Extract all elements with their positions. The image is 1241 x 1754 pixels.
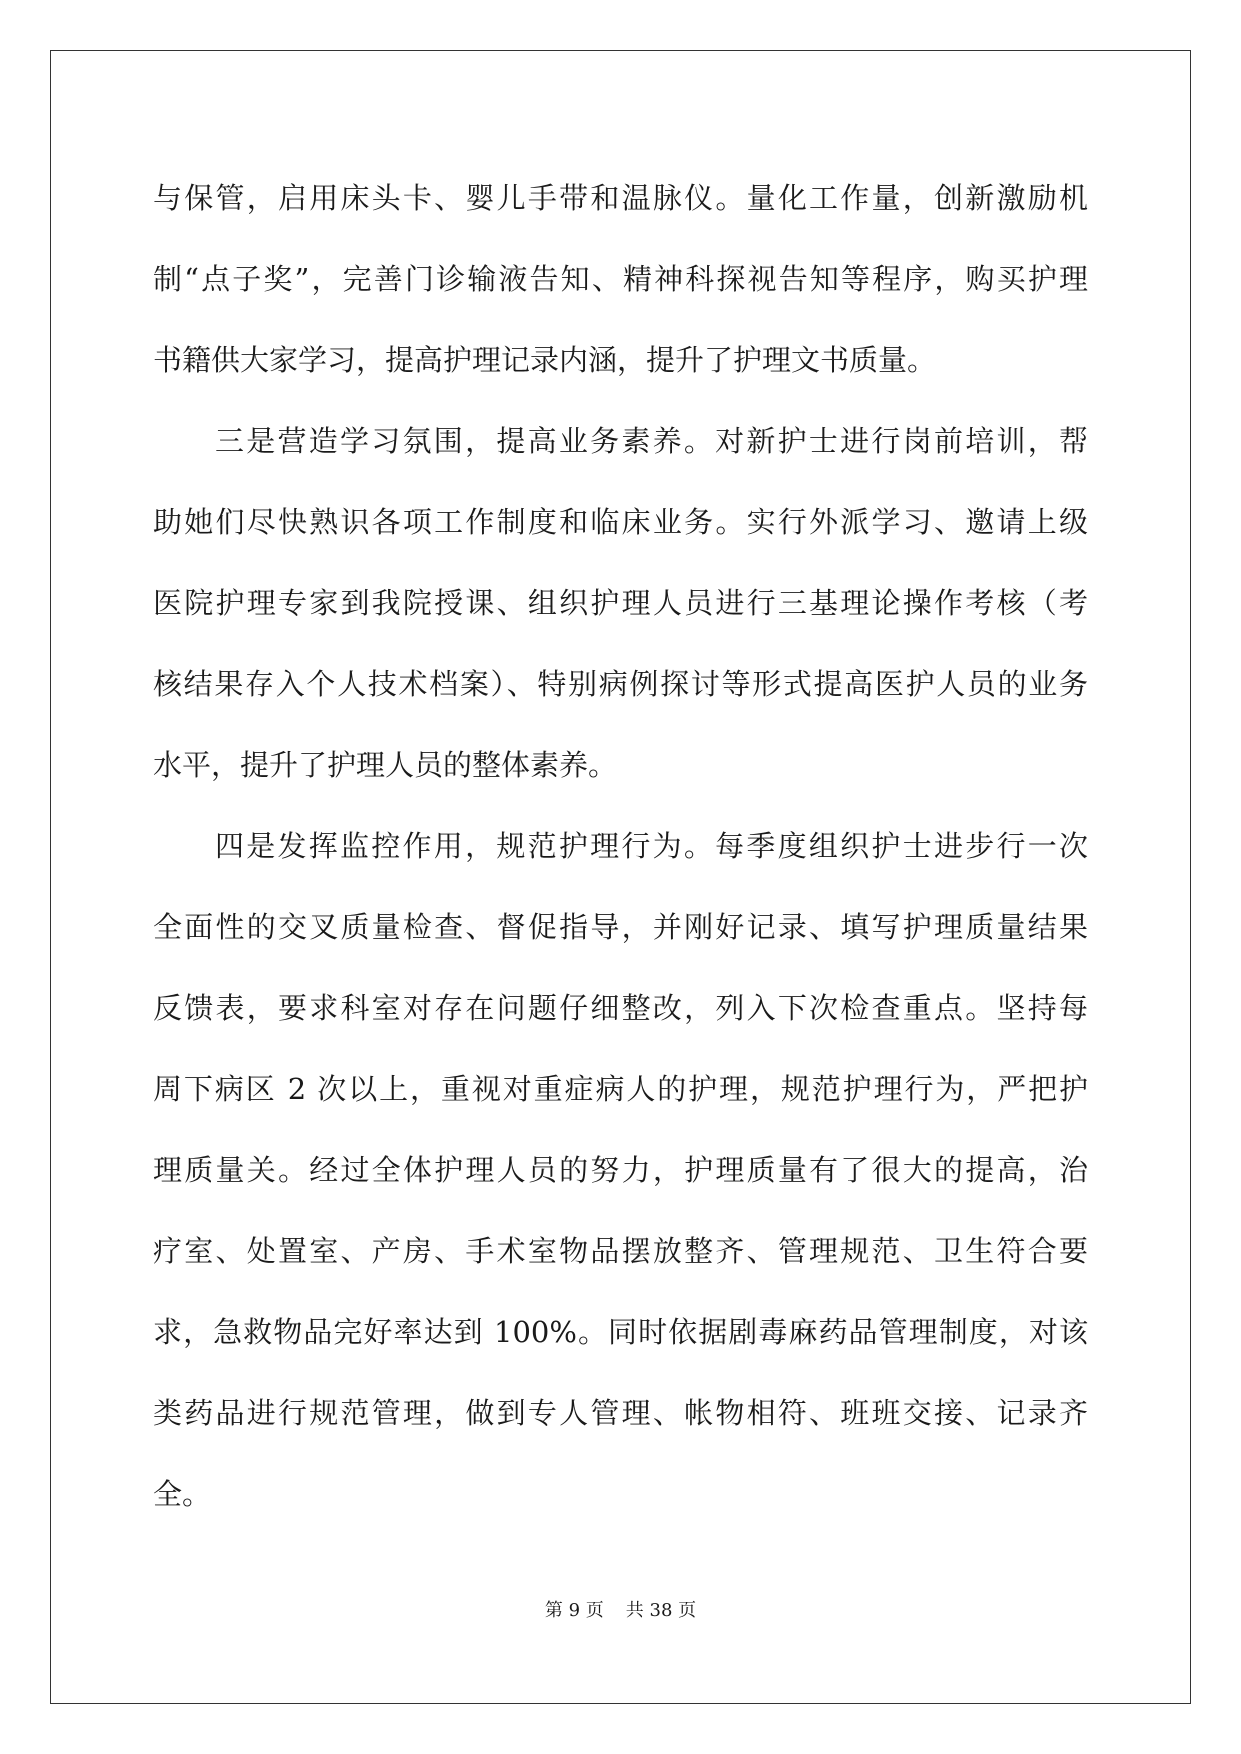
- text-line: 类药品进行规范管理，做到专人管理、帐物相符、班班交接、记录齐: [153, 1396, 1088, 1430]
- text-line: 核结果存入个人技术档案）、特别病例探讨等形式提高医护人员的业务: [153, 667, 1088, 701]
- page-footer: [0, 1596, 1241, 1622]
- text-line: 疗室、处置室、产房、手术室物品摆放整齐、管理规范、卫生符合要: [153, 1234, 1088, 1268]
- text-line: 水平，提升了护理人员的整体素养。: [153, 748, 618, 782]
- text-line: 四是发挥监控作用，规范护理行为。每季度组织护士进步行一次: [215, 829, 1088, 863]
- text-line: 求，急救物品完好率达到 100%。同时依据剧毒麻药品管理制度，对该: [153, 1315, 1088, 1349]
- text-line: 书籍供大家学习，提高护理记录内涵，提升了护理文书质量。: [153, 343, 937, 377]
- text-line: 医院护理专家到我院授课、组织护理人员进行三基理论操作考核（考: [153, 586, 1088, 620]
- page-total: 共 38 页: [625, 1600, 697, 1621]
- text-line: 理质量关。经过全体护理人员的努力，护理质量有了很大的提高，治: [153, 1153, 1088, 1187]
- text-line: 全面性的交叉质量检查、督促指导，并刚好记录、填写护理质量结果: [153, 910, 1088, 944]
- text-line: 助她们尽快熟识各项工作制度和临床业务。实行外派学习、邀请上级: [153, 505, 1088, 539]
- text-line: 三是营造学习氛围，提高业务素养。对新护士进行岗前培训，帮: [215, 424, 1088, 458]
- document-body: [153, 158, 1088, 1535]
- text-line: 周下病区 2 次以上，重视对重症病人的护理，规范护理行为，严把护: [153, 1072, 1088, 1106]
- text-line: 全。: [153, 1477, 212, 1511]
- page-number: 第 9 页: [544, 1600, 604, 1621]
- text-line: 反馈表，要求科室对存在问题仔细整改，列入下次检查重点。坚持每: [153, 991, 1088, 1025]
- text-line: 与保管，启用床头卡、婴儿手带和温脉仪。量化工作量，创新激励机: [153, 181, 1088, 215]
- text-line: 制“点子奖”，完善门诊输液告知、精神科探视告知等程序，购买护理: [153, 262, 1088, 296]
